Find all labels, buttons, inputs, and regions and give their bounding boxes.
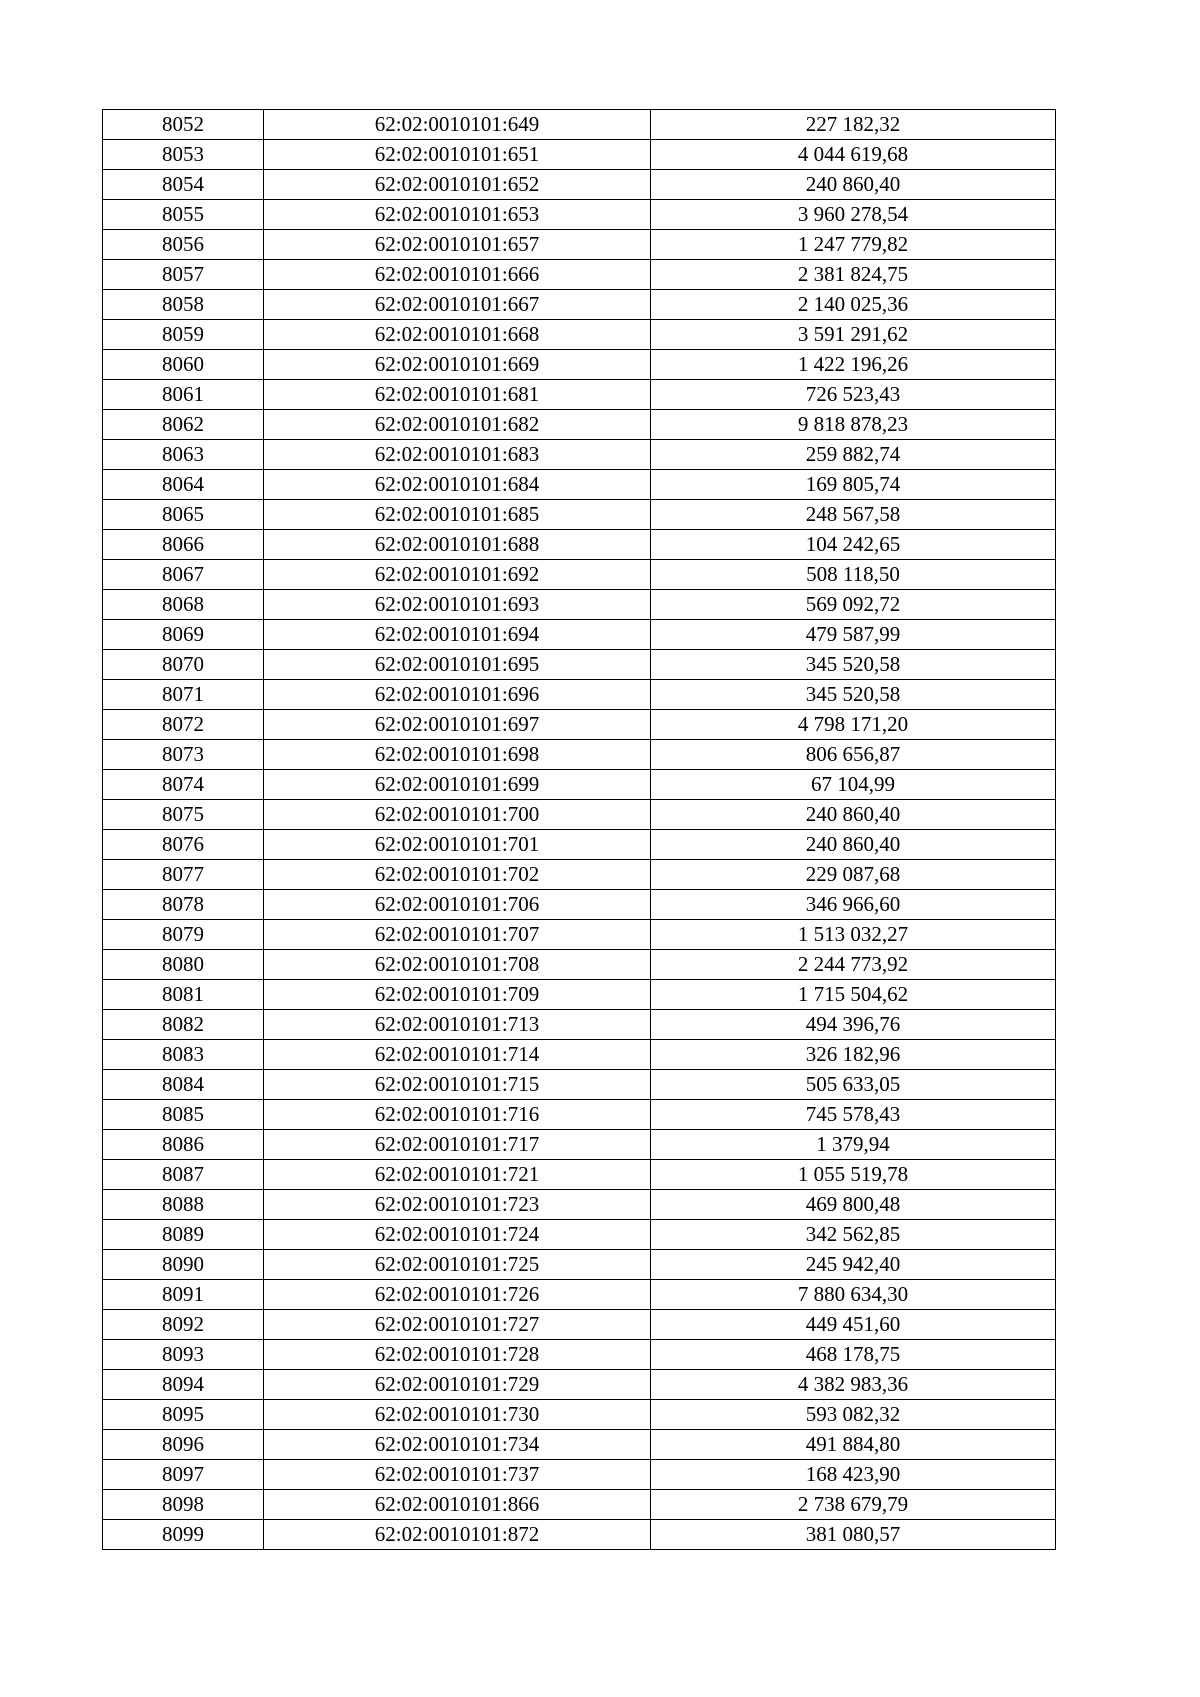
cadastral-number-cell: 62:02:0010101:649 xyxy=(264,110,651,140)
cadastral-number-cell: 62:02:0010101:708 xyxy=(264,950,651,980)
value-cell: 2 244 773,92 xyxy=(651,950,1056,980)
cadastral-number-cell: 62:02:0010101:685 xyxy=(264,500,651,530)
row-number-cell: 8069 xyxy=(103,620,264,650)
cadastral-number-cell: 62:02:0010101:707 xyxy=(264,920,651,950)
table-row xyxy=(103,770,1056,800)
table-row xyxy=(103,620,1056,650)
cadastral-number-cell: 62:02:0010101:729 xyxy=(264,1370,651,1400)
cadastral-number-cell: 62:02:0010101:699 xyxy=(264,770,651,800)
row-number-cell: 8076 xyxy=(103,830,264,860)
cadastral-number-cell: 62:02:0010101:717 xyxy=(264,1130,651,1160)
table-row xyxy=(103,110,1056,140)
table-row xyxy=(103,650,1056,680)
table-row xyxy=(103,1010,1056,1040)
table-row xyxy=(103,590,1056,620)
row-number-cell: 8073 xyxy=(103,740,264,770)
table-row xyxy=(103,1160,1056,1190)
cadastral-number-cell: 62:02:0010101:683 xyxy=(264,440,651,470)
table-row xyxy=(103,1490,1056,1520)
value-cell: 9 818 878,23 xyxy=(651,410,1056,440)
cadastral-number-cell: 62:02:0010101:713 xyxy=(264,1010,651,1040)
row-number-cell: 8093 xyxy=(103,1340,264,1370)
row-number-cell: 8092 xyxy=(103,1310,264,1340)
row-number-cell: 8067 xyxy=(103,560,264,590)
row-number-cell: 8098 xyxy=(103,1490,264,1520)
cadastral-number-cell: 62:02:0010101:701 xyxy=(264,830,651,860)
value-cell: 2 738 679,79 xyxy=(651,1490,1056,1520)
table-row xyxy=(103,140,1056,170)
table-row xyxy=(103,260,1056,290)
table-row xyxy=(103,1340,1056,1370)
value-cell: 1 715 504,62 xyxy=(651,980,1056,1010)
value-cell: 593 082,32 xyxy=(651,1400,1056,1430)
table-row xyxy=(103,1130,1056,1160)
table-row xyxy=(103,1460,1056,1490)
table-row xyxy=(103,410,1056,440)
cadastral-number-cell: 62:02:0010101:697 xyxy=(264,710,651,740)
table-row xyxy=(103,230,1056,260)
row-number-cell: 8086 xyxy=(103,1130,264,1160)
cadastral-number-cell: 62:02:0010101:737 xyxy=(264,1460,651,1490)
cadastral-number-cell: 62:02:0010101:653 xyxy=(264,200,651,230)
cadastral-number-cell: 62:02:0010101:730 xyxy=(264,1400,651,1430)
row-number-cell: 8061 xyxy=(103,380,264,410)
value-cell: 494 396,76 xyxy=(651,1010,1056,1040)
cadastral-number-cell: 62:02:0010101:725 xyxy=(264,1250,651,1280)
row-number-cell: 8071 xyxy=(103,680,264,710)
row-number-cell: 8089 xyxy=(103,1220,264,1250)
cadastral-number-cell: 62:02:0010101:726 xyxy=(264,1280,651,1310)
row-number-cell: 8057 xyxy=(103,260,264,290)
table-row xyxy=(103,200,1056,230)
cadastral-number-cell: 62:02:0010101:657 xyxy=(264,230,651,260)
cadastral-number-cell: 62:02:0010101:727 xyxy=(264,1310,651,1340)
value-cell: 1 379,94 xyxy=(651,1130,1056,1160)
table-row xyxy=(103,950,1056,980)
row-number-cell: 8066 xyxy=(103,530,264,560)
cadastral-number-cell: 62:02:0010101:688 xyxy=(264,530,651,560)
value-cell: 169 805,74 xyxy=(651,470,1056,500)
cadastral-number-cell: 62:02:0010101:668 xyxy=(264,320,651,350)
value-cell: 7 880 634,30 xyxy=(651,1280,1056,1310)
row-number-cell: 8084 xyxy=(103,1070,264,1100)
value-cell: 1 247 779,82 xyxy=(651,230,1056,260)
cadastral-number-cell: 62:02:0010101:684 xyxy=(264,470,651,500)
table-row xyxy=(103,560,1056,590)
row-number-cell: 8059 xyxy=(103,320,264,350)
value-cell: 3 960 278,54 xyxy=(651,200,1056,230)
cadastral-number-cell: 62:02:0010101:652 xyxy=(264,170,651,200)
row-number-cell: 8074 xyxy=(103,770,264,800)
table-row xyxy=(103,1190,1056,1220)
table-row xyxy=(103,1250,1056,1280)
value-cell: 3 591 291,62 xyxy=(651,320,1056,350)
table-row xyxy=(103,350,1056,380)
value-cell: 346 966,60 xyxy=(651,890,1056,920)
value-cell: 168 423,90 xyxy=(651,1460,1056,1490)
row-number-cell: 8094 xyxy=(103,1370,264,1400)
row-number-cell: 8081 xyxy=(103,980,264,1010)
table-row xyxy=(103,1100,1056,1130)
row-number-cell: 8087 xyxy=(103,1160,264,1190)
value-cell: 2 140 025,36 xyxy=(651,290,1056,320)
cadastral-number-cell: 62:02:0010101:669 xyxy=(264,350,651,380)
cadastral-number-cell: 62:02:0010101:714 xyxy=(264,1040,651,1070)
cadastral-number-cell: 62:02:0010101:666 xyxy=(264,260,651,290)
value-cell: 248 567,58 xyxy=(651,500,1056,530)
value-cell: 469 800,48 xyxy=(651,1190,1056,1220)
value-cell: 1 513 032,27 xyxy=(651,920,1056,950)
cadastral-number-cell: 62:02:0010101:866 xyxy=(264,1490,651,1520)
cadastral-number-cell: 62:02:0010101:716 xyxy=(264,1100,651,1130)
value-cell: 245 942,40 xyxy=(651,1250,1056,1280)
row-number-cell: 8079 xyxy=(103,920,264,950)
row-number-cell: 8090 xyxy=(103,1250,264,1280)
table-row xyxy=(103,290,1056,320)
cadastral-number-cell: 62:02:0010101:681 xyxy=(264,380,651,410)
cadastral-number-cell: 62:02:0010101:734 xyxy=(264,1430,651,1460)
cadastral-number-cell: 62:02:0010101:709 xyxy=(264,980,651,1010)
value-cell: 4 382 983,36 xyxy=(651,1370,1056,1400)
value-cell: 569 092,72 xyxy=(651,590,1056,620)
value-cell: 479 587,99 xyxy=(651,620,1056,650)
value-cell: 468 178,75 xyxy=(651,1340,1056,1370)
table-row xyxy=(103,1280,1056,1310)
table-row xyxy=(103,980,1056,1010)
cadastral-number-cell: 62:02:0010101:695 xyxy=(264,650,651,680)
table-row xyxy=(103,1370,1056,1400)
table-row xyxy=(103,380,1056,410)
row-number-cell: 8088 xyxy=(103,1190,264,1220)
cadastral-number-cell: 62:02:0010101:682 xyxy=(264,410,651,440)
row-number-cell: 8095 xyxy=(103,1400,264,1430)
table-row xyxy=(103,530,1056,560)
table-row xyxy=(103,890,1056,920)
cadastral-number-cell: 62:02:0010101:728 xyxy=(264,1340,651,1370)
row-number-cell: 8062 xyxy=(103,410,264,440)
value-cell: 745 578,43 xyxy=(651,1100,1056,1130)
row-number-cell: 8064 xyxy=(103,470,264,500)
value-cell: 67 104,99 xyxy=(651,770,1056,800)
table-row xyxy=(103,920,1056,950)
row-number-cell: 8097 xyxy=(103,1460,264,1490)
table-row xyxy=(103,500,1056,530)
row-number-cell: 8080 xyxy=(103,950,264,980)
value-cell: 2 381 824,75 xyxy=(651,260,1056,290)
value-cell: 449 451,60 xyxy=(651,1310,1056,1340)
value-cell: 240 860,40 xyxy=(651,830,1056,860)
value-cell: 806 656,87 xyxy=(651,740,1056,770)
row-number-cell: 8065 xyxy=(103,500,264,530)
value-cell: 229 087,68 xyxy=(651,860,1056,890)
table-row xyxy=(103,680,1056,710)
row-number-cell: 8083 xyxy=(103,1040,264,1070)
table-row xyxy=(103,800,1056,830)
cadastral-number-cell: 62:02:0010101:700 xyxy=(264,800,651,830)
row-number-cell: 8096 xyxy=(103,1430,264,1460)
cadastral-number-cell: 62:02:0010101:698 xyxy=(264,740,651,770)
table-row xyxy=(103,440,1056,470)
cadastral-number-cell: 62:02:0010101:651 xyxy=(264,140,651,170)
value-cell: 4 044 619,68 xyxy=(651,140,1056,170)
row-number-cell: 8085 xyxy=(103,1100,264,1130)
table-row xyxy=(103,470,1056,500)
value-cell: 259 882,74 xyxy=(651,440,1056,470)
row-number-cell: 8060 xyxy=(103,350,264,380)
cadastral-number-cell: 62:02:0010101:872 xyxy=(264,1520,651,1550)
row-number-cell: 8070 xyxy=(103,650,264,680)
cadastral-number-cell: 62:02:0010101:706 xyxy=(264,890,651,920)
table-row xyxy=(103,170,1056,200)
table-row xyxy=(103,1310,1056,1340)
cadastral-number-cell: 62:02:0010101:692 xyxy=(264,560,651,590)
value-cell: 104 242,65 xyxy=(651,530,1056,560)
row-number-cell: 8077 xyxy=(103,860,264,890)
table-row xyxy=(103,1400,1056,1430)
value-cell: 726 523,43 xyxy=(651,380,1056,410)
table-row xyxy=(103,1220,1056,1250)
value-cell: 381 080,57 xyxy=(651,1520,1056,1550)
value-cell: 4 798 171,20 xyxy=(651,710,1056,740)
row-number-cell: 8054 xyxy=(103,170,264,200)
row-number-cell: 8099 xyxy=(103,1520,264,1550)
value-cell: 1 055 519,78 xyxy=(651,1160,1056,1190)
table-row xyxy=(103,1430,1056,1460)
table-row xyxy=(103,860,1056,890)
row-number-cell: 8072 xyxy=(103,710,264,740)
table-row xyxy=(103,1040,1056,1070)
table-body xyxy=(103,110,1056,1550)
table-row xyxy=(103,740,1056,770)
row-number-cell: 8063 xyxy=(103,440,264,470)
cadastral-number-cell: 62:02:0010101:694 xyxy=(264,620,651,650)
value-cell: 240 860,40 xyxy=(651,800,1056,830)
data-table xyxy=(102,109,1056,1550)
table-row xyxy=(103,830,1056,860)
value-cell: 508 118,50 xyxy=(651,560,1056,590)
value-cell: 227 182,32 xyxy=(651,110,1056,140)
table-row xyxy=(103,710,1056,740)
row-number-cell: 8078 xyxy=(103,890,264,920)
value-cell: 491 884,80 xyxy=(651,1430,1056,1460)
row-number-cell: 8068 xyxy=(103,590,264,620)
value-cell: 240 860,40 xyxy=(651,170,1056,200)
row-number-cell: 8082 xyxy=(103,1010,264,1040)
row-number-cell: 8091 xyxy=(103,1280,264,1310)
row-number-cell: 8052 xyxy=(103,110,264,140)
cadastral-number-cell: 62:02:0010101:723 xyxy=(264,1190,651,1220)
cadastral-number-cell: 62:02:0010101:724 xyxy=(264,1220,651,1250)
cadastral-number-cell: 62:02:0010101:721 xyxy=(264,1160,651,1190)
value-cell: 345 520,58 xyxy=(651,650,1056,680)
table-row xyxy=(103,320,1056,350)
cadastral-number-cell: 62:02:0010101:702 xyxy=(264,860,651,890)
cadastral-number-cell: 62:02:0010101:696 xyxy=(264,680,651,710)
row-number-cell: 8058 xyxy=(103,290,264,320)
cadastral-number-cell: 62:02:0010101:693 xyxy=(264,590,651,620)
value-cell: 345 520,58 xyxy=(651,680,1056,710)
table-row xyxy=(103,1070,1056,1100)
value-cell: 326 182,96 xyxy=(651,1040,1056,1070)
value-cell: 342 562,85 xyxy=(651,1220,1056,1250)
table-row xyxy=(103,1520,1056,1550)
row-number-cell: 8055 xyxy=(103,200,264,230)
row-number-cell: 8053 xyxy=(103,140,264,170)
value-cell: 505 633,05 xyxy=(651,1070,1056,1100)
cadastral-number-cell: 62:02:0010101:667 xyxy=(264,290,651,320)
value-cell: 1 422 196,26 xyxy=(651,350,1056,380)
cadastral-number-cell: 62:02:0010101:715 xyxy=(264,1070,651,1100)
row-number-cell: 8075 xyxy=(103,800,264,830)
row-number-cell: 8056 xyxy=(103,230,264,260)
